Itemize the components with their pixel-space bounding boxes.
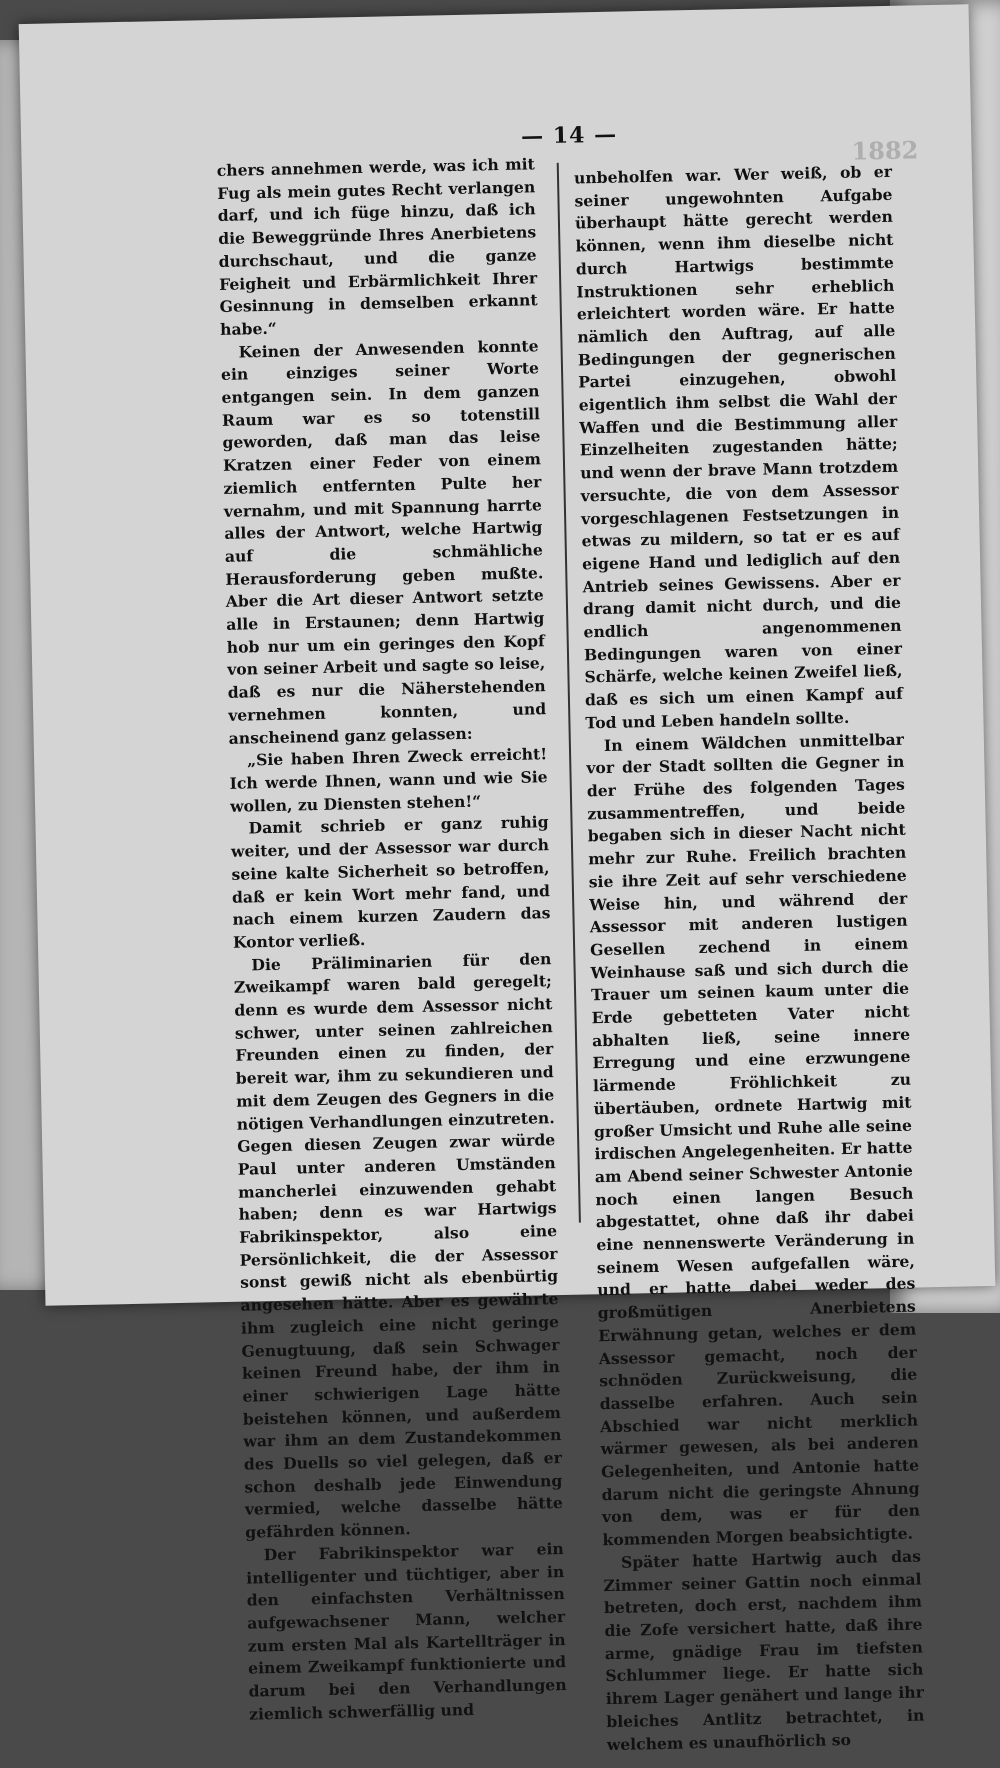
book-page	[19, 4, 996, 1754]
paragraph: Die Präliminarien für den Zweikampf waren bald geregelt; denn es wurde dem Assessor nicht schwer, unter seinen zahlreichen Freunden einen zu finden, der bereit war, ihm zu sekundieren und mit dem Zeugen des Gegners in die nötigen Verhandlungen einzutreten. Gegen diesen Zeugen zwar würde Paul unter anderen Umständen mancherlei einzuwenden gehabt haben; denn es war Hartwigs Fabrikinspektor, also eine Persönlichkeit, die der Assessor sonst gewiß nicht als ebenbürtig angesehen hätte. Aber es gewährte ihm zugleich eine nicht geringe Genugtuung, daß sein Schwager keinen Freund habe, der ihm in einer schwierigen Lage hätte beistehen können, und außerdem war ihm an dem Zustandekommen des Duells so viel gelegen, daß er schon deshalb jede Einwendung vermied, welche dasselbe hätte gefährden können.	[233, 948, 563, 1542]
paragraph: Damit schrieb er ganz ruhig weiter, und der Assessor war durch seine kalte Sicherheit so betroffen, daß er kein Wort mehr fand, und nach einem kurzen Zaudern das Kontor verließ.	[230, 812, 551, 952]
paragraph: unbeholfen war. Wer weiß, ob er seiner ungewohnten Aufgabe überhaupt hätte gerecht werden können, wenn ihm dieselbe nicht durch Hartwigs bestimmte Instruktionen sehr erheblich erleichtert worden wäre. Er hatte nämlich den Auftrag, auf alle Bedingungen der gegnerischen Partei einzugehen, obwohl eigentlich ihm selbst die Wahl der Waffen und die Bestimmung aller Einzelheiten zugestanden hätte; und wenn der brave Mann trotzdem versuchte, die von dem Assessor vorgeschlagenen Festsetzungen in etwas zu mildern, so tat er es auf eigene Hand und lediglich auf den Antrieb seines Gewissens. Aber er drang damit nicht durch, und die endlich angenommenen Bedingungen waren von einer Schärfe, welche keinen Zweifel ließ, daß es sich um einen Kampf auf Tod und Leben handeln sollte.	[573, 161, 904, 733]
page-number: — 14 —	[520, 121, 618, 150]
paragraph: In einem Wäldchen unmittelbar vor der Stadt sollten die Gegner in der Frühe des folgenden Tages zusammentreffen, und beide begaben sich in dieser Nacht nicht mehr zur Ruhe. Freilich brachten sie ihre Zeit auf sehr verschiedene Weise hin, und während der Assessor mit anderen lustigen Gesellen zechend in einem Weinhause saß und sich durch die Trauer um seinen kaum unter die Erde gebetteten Vater nicht abhalten ließ, seine innere Erregung und eine erzwungene lärmende Fröhlichkeit zu übertäuben, ordnete Hartwig mit großer Umsicht und Ruhe alle seine irdischen Angelegenheiten. Er hatte am Abend seiner Schwester Antonie noch einen langen Besuch abgestattet, ohne daß ihr dabei eine nennenswerte Veränderung in seinem Wesen aufgefallen wäre, und er hatte dabei weder des großmütigen Anerbietens Erwähnung getan, welches er dem Assessor gemacht, noch der schnöden Zurückweisung, die dasselbe erfahren. Auch sein Abschied war nicht merklich wärmer gewesen, als bei anderen Gelegenheiten, und Antonie hatte darum nicht die geringste Ahnung von dem, was er für den kommenden Morgen beabsichtigte.	[586, 729, 921, 1550]
right-column	[574, 161, 925, 1757]
paragraph: Später hatte Hartwig auch das Zimmer seiner Gattin noch einmal betreten, doch erst, nachdem ihm die Zofe versichert hatte, daß ihre arme, gnädige Frau im tiefsten Schlummer liege. Er hatte sich ihrem Lager genähert und lange ihr bleiches Antlitz betrachtet, in welchem es unaufhörlich so	[603, 1546, 925, 1754]
paragraph: Der Fabrikinspektor war ein intelligenter und tüchtiger, aber in den einfachsten Verhältnissen aufgewachsener Mann, welcher zum ersten Mal als Kartellträger in einem Zweikampf funktionierte und darum bei den Verhandlungen ziemlich schwerfällig und	[246, 1538, 567, 1724]
paragraph: „Sie haben Ihren Zweck erreicht! Ich werde Ihnen, wann und wie Sie wollen, zu Diensten stehen!“	[229, 744, 548, 816]
paragraph: chers annehmen werde, was ich mit Fug als mein gutes Recht verlangen darf, und ich füge hinzu, daß ich die Beweggründe Ihres Anerbietens durchschaut, und die ganze Feigheit und Erbärmlichkeit Ihrer Gesinnung in demselben erkannt habe.“	[216, 154, 538, 339]
paragraph: Keinen der Anwesenden konnte ein einziges seiner Worte entgangen sein. In dem ganzen Raum war es so totenstill geworden, daß man das leise Kratzen einer Feder von einem ziemlich entfernten Pulte her vernahm, und mit Spannung harrte alles der Antwort, welche Hartwig auf die schmähliche Herausforderung geben mußte. Aber die Art dieser Antwort setzte alle in Erstaunen; denn Hartwig hob nur um ein geringes den Kopf von seiner Arbeit und sagte so leise, daß es nur die Näherstehenden vernehmen konnten, und anscheinend ganz gelassen:	[220, 335, 547, 748]
left-column	[217, 153, 568, 1726]
bleed-through-mark: 1882	[851, 135, 919, 166]
